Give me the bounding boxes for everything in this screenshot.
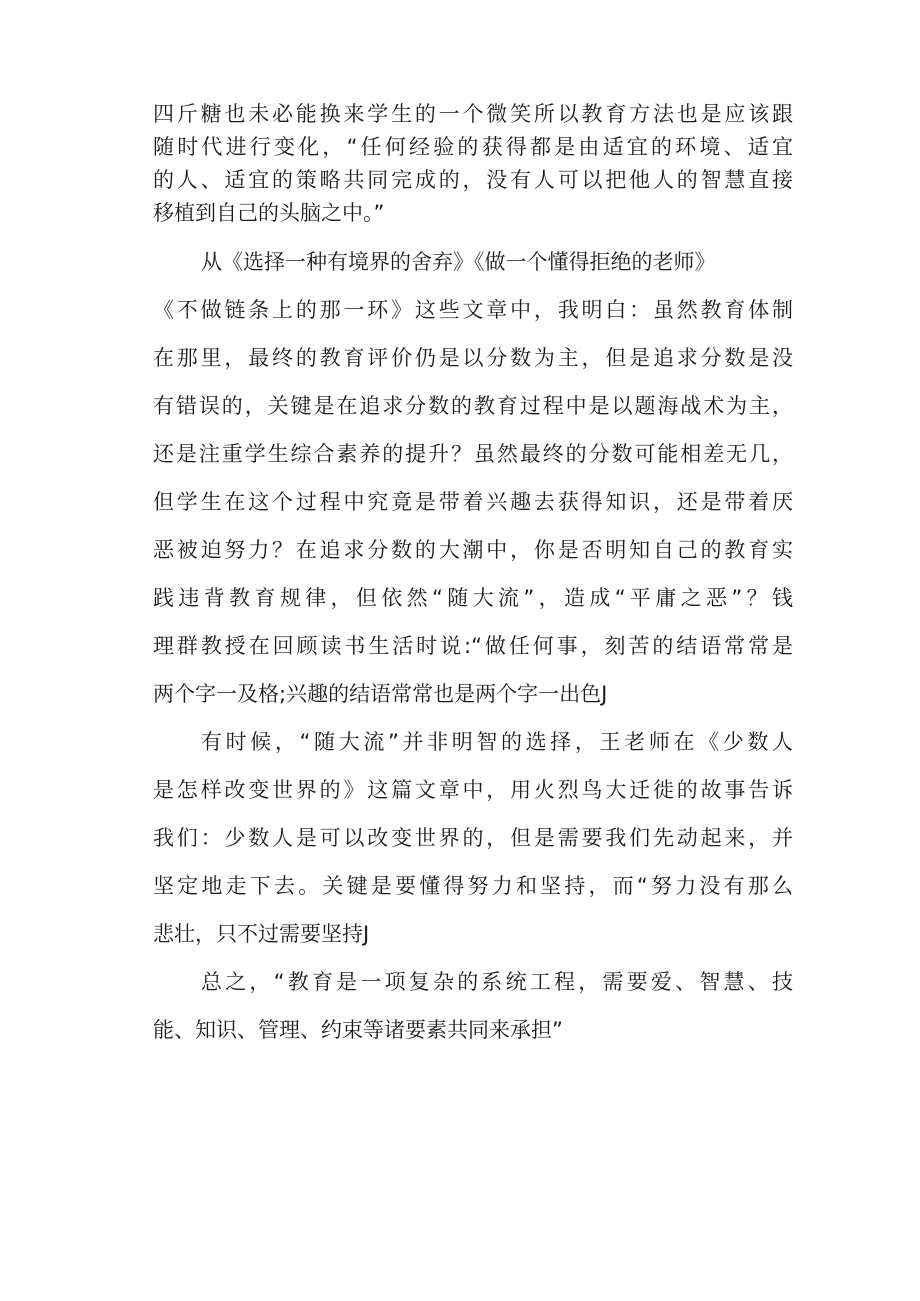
text-line: 四斤糖也未必能换来学生的一个微笑所以教育方法也是应该跟 [153, 102, 793, 126]
paragraph-3 [153, 718, 793, 958]
text-line: 是怎样改变世界的》这篇文章中，用火烈鸟大迁徙的故事告诉 [153, 778, 793, 802]
text-line: 随时代进行变化，“任何经验的获得都是由适宜的环境、适宜 [153, 135, 793, 159]
text-line: 恶被迫努力？在追求分数的大潮中，你是否明知自己的教育实 [153, 538, 793, 562]
paragraph-2 [153, 238, 793, 718]
text-line: 我们：少数人是可以改变世界的，但是需要我们先动起来，并 [153, 826, 793, 850]
text-line: 移植到自己的头脑之中。” [153, 201, 385, 225]
text-line: 总之，“教育是一项复杂的系统工程，需要爱、智慧、技 [201, 970, 793, 994]
text-line: 能、知识、管理、约束等诸要素共同来承担” [153, 1018, 563, 1042]
body-text [153, 98, 793, 1054]
text-line: 有时候，“随大流”并非明智的选择，王老师在《少数人 [201, 730, 793, 754]
text-line: 两个字一及格;兴趣的结语常常也是两个字一出色J [153, 682, 608, 706]
text-line: 的人、适宜的策略共同完成的，没有人可以把他人的智慧直接 [153, 168, 793, 192]
text-line: 悲壮，只不过需要坚持J [153, 922, 370, 946]
text-line: 从《选择一种有境界的舍弃》《做一个懂得拒绝的老师》 [201, 250, 716, 274]
text-line: 有错误的，关键是在追求分数的教育过程中是以题海战术为主， [153, 394, 793, 418]
paragraph-1 [153, 98, 793, 230]
text-line: 理群教授在回顾读书生活时说:“做任何事，刻苦的结语常常是 [153, 634, 793, 658]
text-line: 还是注重学生综合素养的提升？虽然最终的分数可能相差无几， [153, 442, 793, 466]
text-line: 坚定地走下去。关键是要懂得努力和坚持，而“努力没有那么 [153, 874, 793, 898]
text-line: 但学生在这个过程中究竟是带着兴趣去获得知识，还是带着厌 [153, 490, 793, 514]
text-line: 践违背教育规律，但依然“随大流”，造成“平庸之恶”？钱 [153, 586, 793, 610]
paragraph-4 [153, 958, 793, 1054]
text-line: 《不做链条上的那一环》这些文章中，我明白：虽然教育体制 [153, 298, 793, 322]
text-line: 在那里，最终的教育评价仍是以分数为主，但是追求分数是没 [153, 346, 793, 370]
